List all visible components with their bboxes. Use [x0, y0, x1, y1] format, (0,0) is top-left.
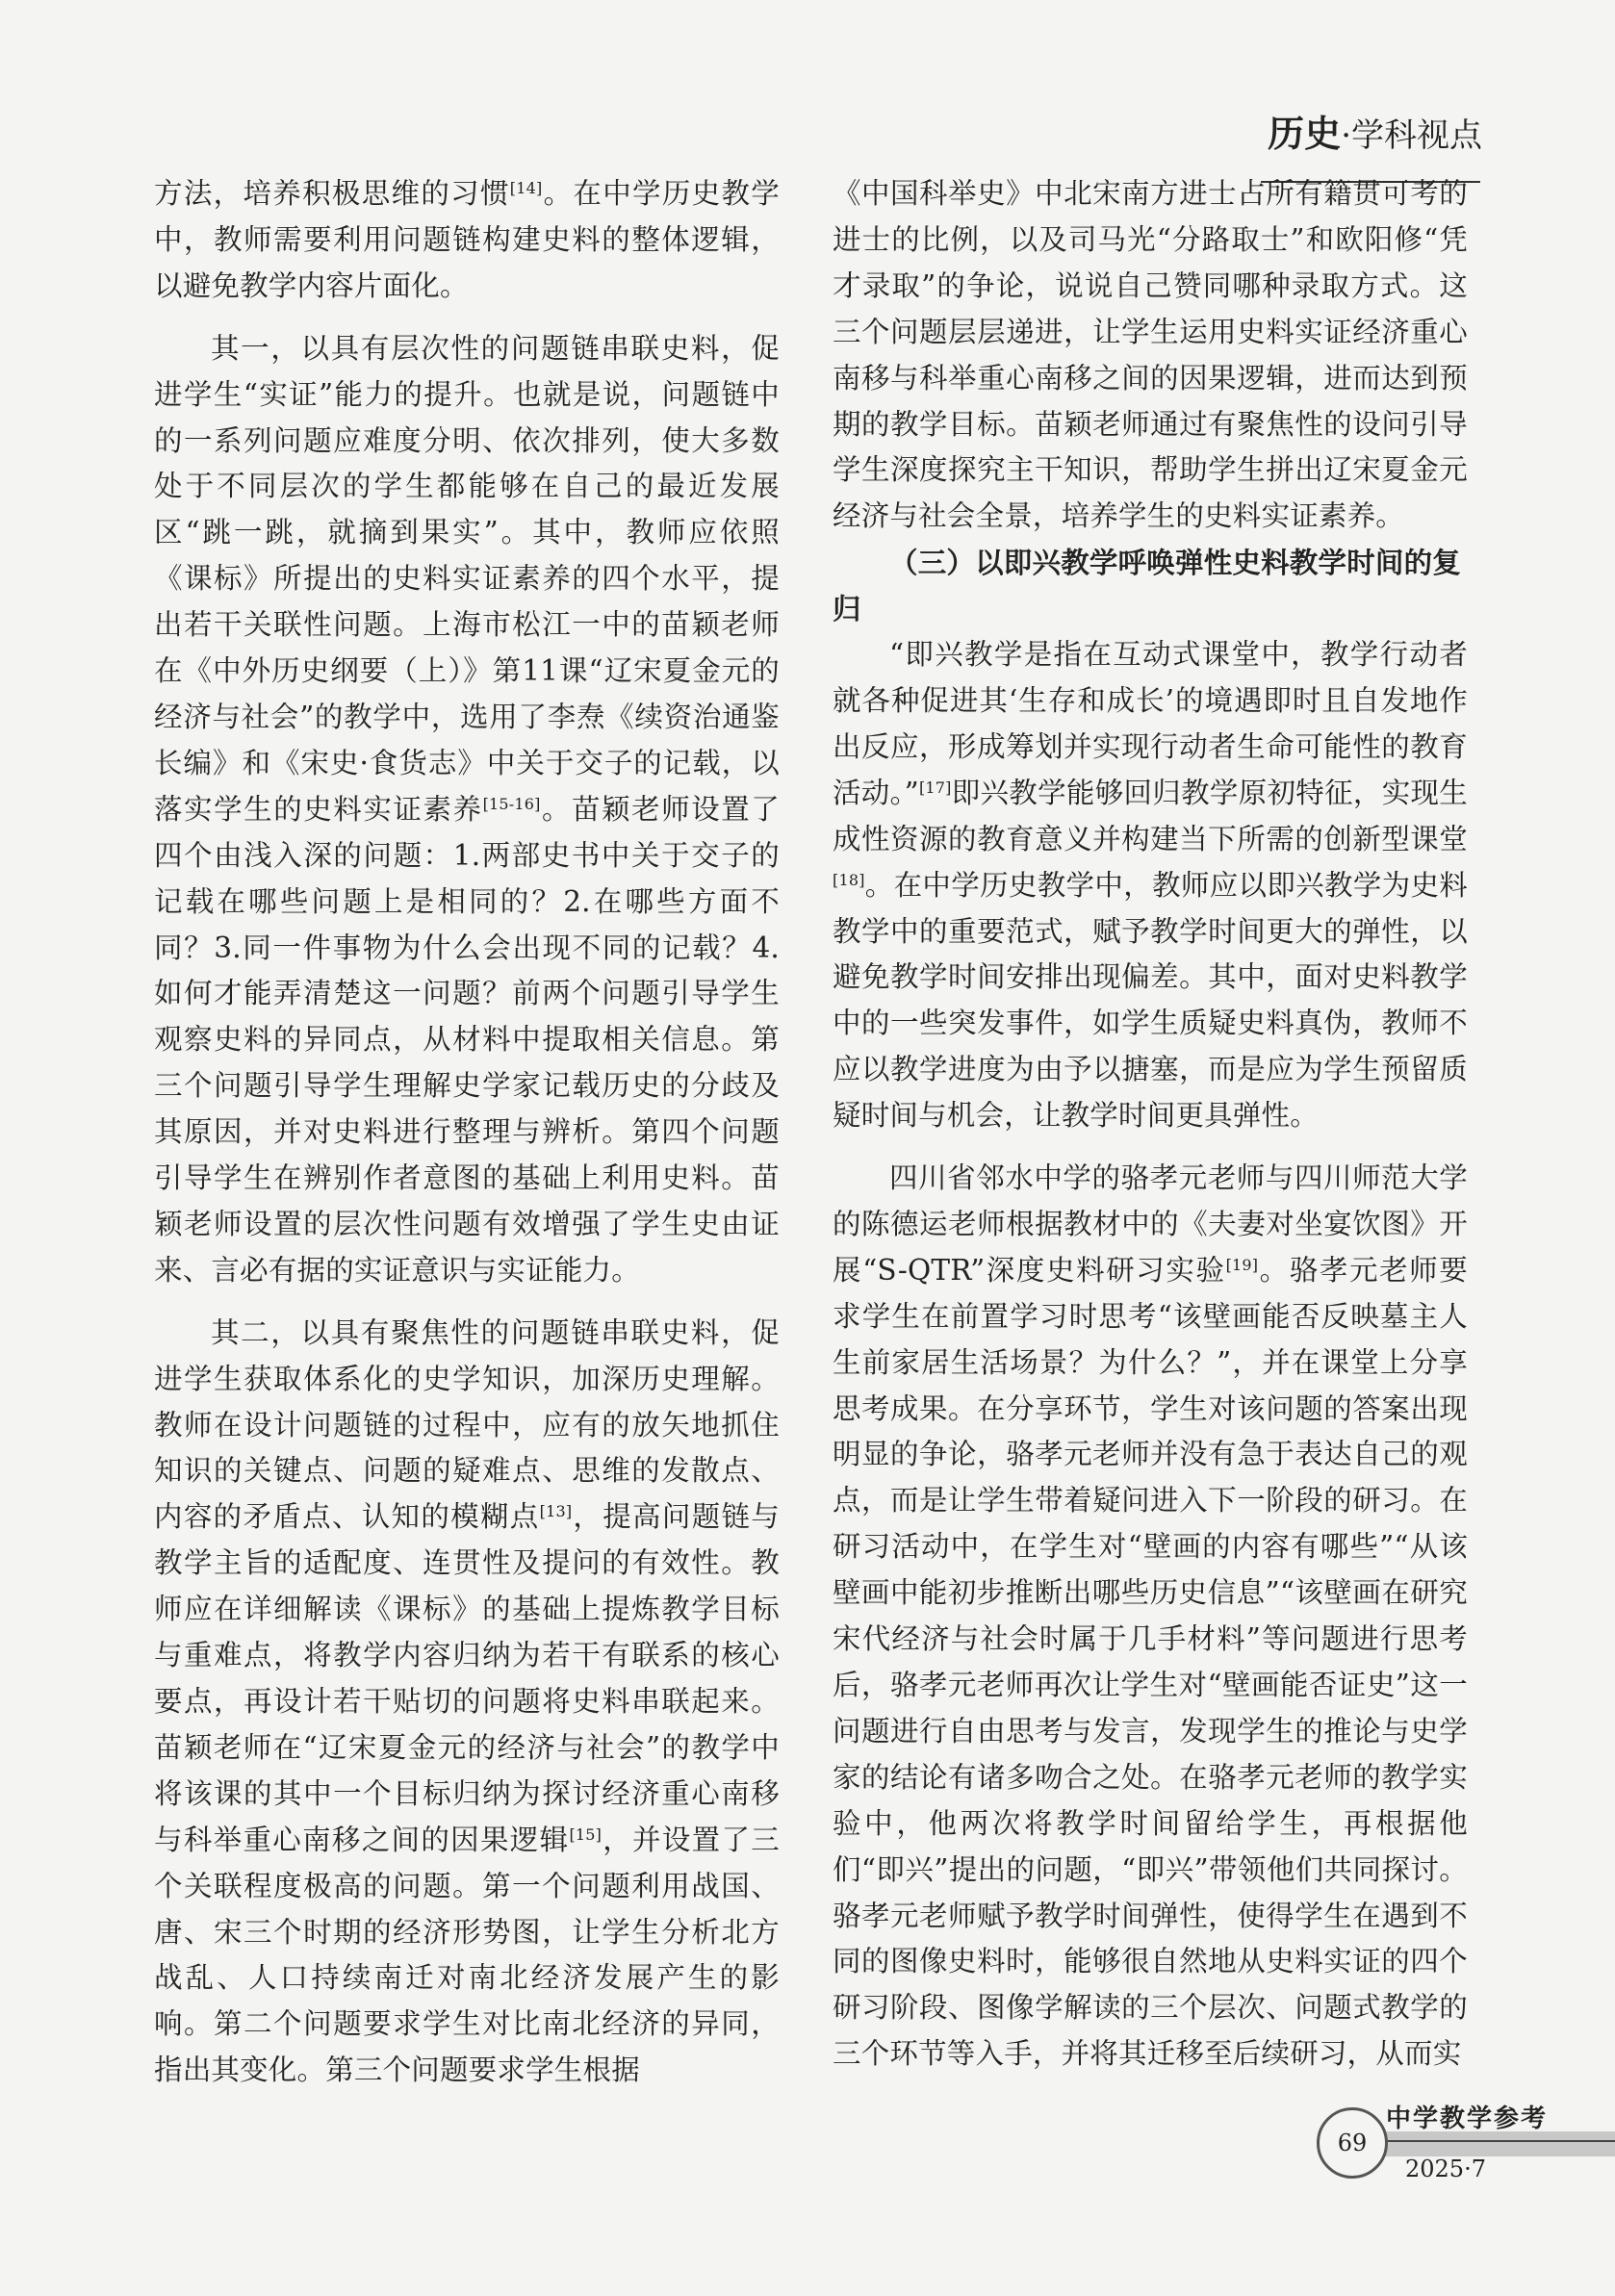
paragraph: 其二，以具有聚焦性的问题链串联史料，促进学生获取体系化的史学知识，加深历史理解。教师在设计问题链的过程中，应有的放矢地抓住知识的关键点、问题的疑难点、思维的发散点、内容的矛盾点、认知的模糊点[13]，提高问题链与教学主旨的适配度、连贯性及提问的有效性。教师应在详细解读《课标》的基础上提炼教学目标与重难点，将教学内容归纳为若干有联系的核心要点，再设计若干贴切的问题将史料串联起来。苗颖老师在“辽宋夏金元的经济与社会”的教学中将该课的其中一个目标归纳为探讨经济重心南移与科举重心南移之间的因果逻辑[15]，并设置了三个关联程度极高的问题。第一个问题利用战国、唐、宋三个时期的经济形势图，让学生分析北方战乱、人口持续南迁对南北经济发展产生的影响。第二个问题要求学生对比南北经济的异同，指出其变化。第三个问题要求学生根据: [154, 1315, 780, 2087]
section-heading: （三）以即兴教学呼唤弹性史料教学时间的复归: [833, 546, 1462, 626]
citation: [13]: [539, 1502, 573, 1521]
page-header: [1268, 104, 1482, 157]
citation: [17]: [918, 778, 952, 797]
issue-number: 2025·7: [1405, 2156, 1486, 2182]
left-column: [154, 171, 780, 2094]
citation: [15]: [569, 1824, 602, 1844]
paragraph: 其一，以具有层次性的问题链串联史料，促进学生“实证”能力的提升。也就是说，问题链中的一系列问题应难度分明、依次排列，使大多数处于不同层次的学生都能够在自己的最近发展区“跳一跳，就摘到果实”。其中，教师应依照《课标》所提出的史料实证素养的四个水平，提出若干关联性问题。上海市松江一中的苗颖老师在《中外历史纲要（上）》第11课“辽宋夏金元的经济与社会”的教学中，选用了李焘《续资治通鉴长编》和《宋史·食货志》中关于交子的记载，以落实学生的史料实证素养[15-16]。苗颖老师设置了四个由浅入深的问题：1.两部史书中关于交子的记载在哪些问题上是相同的？2.在哪些方面不同？3.同一件事物为什么会出现不同的记载？4.如何才能弄清楚这一问题？前两个问题引导学生观察史料的异同点，从材料中提取相关信息。第三个问题引导学生理解史学家记载历史的分歧及其原因，并对史料进行整理与辨析。第四个问题引导学生在辨别作者意图的基础上利用史料。苗颖老师设置的层次性问题有效增强了学生史由证来、言必有据的实证意识与实证能力。: [154, 331, 781, 1287]
header-title: 历史: [1268, 112, 1342, 155]
citation: [19]: [1225, 1255, 1259, 1274]
citation: [15-16]: [482, 794, 541, 813]
paragraph: “即兴教学是指在互动式课堂中，教学行动者就各种促进其‘生存和成长’的境遇即时且自发地作出反应，形成筹划并实现行动者生命可能性的教育活动。”[17]即兴教学能够回归教学原初特征，实现生成性资源的教育意义并构建当下所需的创新型课堂[18]。在中学历史教学中，教师应以即兴教学为史料教学中的重要范式，赋予教学时间更大的弹性，以避免教学时间安排出现偏差。其中，面对史料教学中的一些突发事件，如学生质疑史料真伪，教师不应以教学进度为由予以搪塞，而是应为学生预留质疑时间与机会，让教学时间更具弹性。: [833, 638, 1468, 1133]
paragraph: 《中国科举史》中北宋南方进士占所有籍贯可考的进士的比例，以及司马光“分路取士”和欧阳修“凭才录取”的争论，说说自己赞同哪种录取方式。这三个问题层层递进，让学生运用史料实证经济重心南移与科举重心南移之间的因果逻辑，进而达到预期的教学目标。苗颖老师通过有聚焦性的设问引导学生深度探究主干知识，帮助学生拼出辽宋夏金元经济与社会全景，培养学生的史料实证素养。: [833, 177, 1468, 533]
paragraph: 方法，培养积极思维的习惯[14]。在中学历史教学中，教师需要利用问题链构建史料的整体逻辑，以避免教学内容片面化。: [154, 177, 780, 302]
paragraph: 四川省邻水中学的骆孝元老师与四川师范大学的陈德运老师根据教材中的《夫妻对坐宴饮图》开展“S-QTR”深度史料研习实验[19]。骆孝元老师要求学生在前置学习时思考“该壁画能否反映墓主人生前家居生活场景？为什么？”，并在课堂上分享思考成果。在分享环节，学生对该问题的答案出现明显的争论，骆孝元老师并没有急于表达自己的观点，而是让学生带着疑问进入下一阶段的研习。在研习活动中，在学生对“壁画的内容有哪些”“从该壁画中能初步推断出哪些历史信息”“该壁画在研究宋代经济与社会时属于几手材料”等问题进行思考后，骆孝元老师再次让学生对“壁画能否证史”这一问题进行自由思考与发言，发现学生的推论与史学家的结论有诸多吻合之处。在骆孝元老师的教学实验中，他两次将教学时间留给学生，再根据他们“即兴”提出的问题，“即兴”带领他们共同探讨。骆孝元老师赋予教学时间弹性，使得学生在遇到不同的图像史料时，能够很自然地从史料实证的四个研习阶段、图像学解读的三个层次、问题式教学的三个环节等入手，并将其迁移至后续研习，从而实: [833, 1161, 1468, 2071]
footer-rule: [1386, 2140, 1615, 2142]
citation: [18]: [833, 870, 865, 889]
right-column: [833, 171, 1468, 2078]
footer-band: [1382, 2131, 1615, 2156]
page-number: 69: [1317, 2107, 1388, 2179]
citation: [14]: [509, 179, 543, 197]
journal-name: 中学教学参考: [1386, 2105, 1549, 2133]
header-subtitle: 学科视点: [1351, 116, 1482, 155]
header-dot: ·: [1341, 116, 1351, 155]
